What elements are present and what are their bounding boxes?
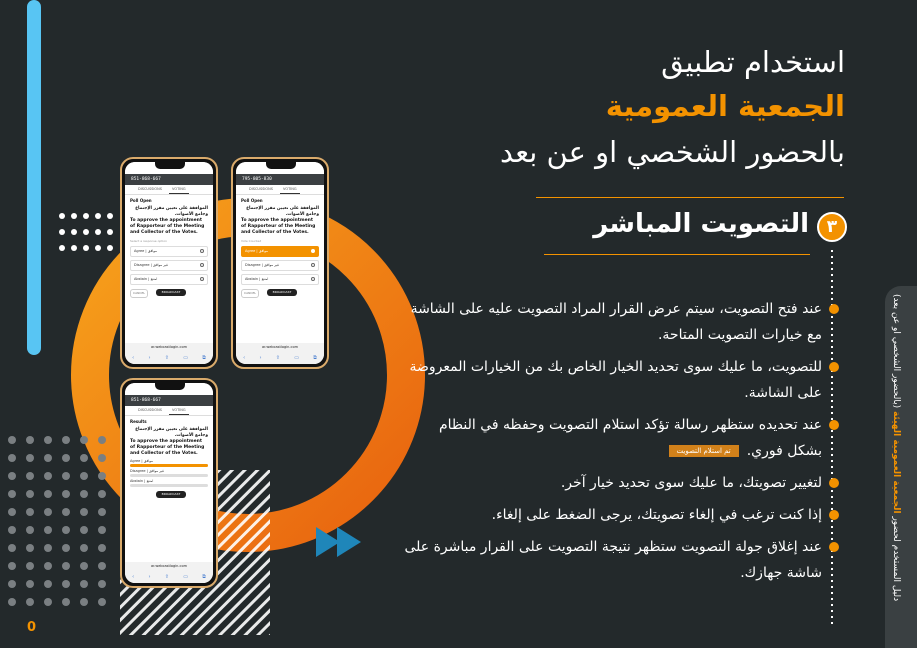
meeting-code-bar: 851-868-667 bbox=[125, 395, 213, 406]
browser-url[interactable]: ar.webcastlogin.com bbox=[236, 343, 324, 352]
tab-voting[interactable]: VOTING bbox=[280, 185, 300, 194]
side-tab-label: دليل المستخدم لحضور الجمعية العمومية الهيئة (بالحضور الشخصي او عن بعد) bbox=[891, 294, 901, 602]
result-row: Agree | موافق bbox=[130, 459, 208, 467]
browser-nav bbox=[125, 571, 213, 583]
bookmarks-icon[interactable]: ▭ bbox=[183, 355, 188, 361]
poll-question-ar: الموافقة على تعيين مقرر الإجتماع وجامع الأصوات. bbox=[135, 206, 208, 217]
forward-icon[interactable]: › bbox=[148, 355, 151, 361]
result-bar bbox=[130, 484, 208, 487]
bookmarks-icon[interactable]: ▭ bbox=[183, 574, 188, 580]
poll-hint: Vote Counted bbox=[241, 239, 262, 243]
phone-mockup-vote-selected bbox=[231, 157, 329, 369]
share-icon[interactable]: ⇪ bbox=[164, 355, 169, 361]
vote-option[interactable]: Abstain | امتنع bbox=[130, 274, 208, 285]
vote-option[interactable]: Agree | موافق bbox=[130, 246, 208, 257]
page-title-line-1: استخدام تطبيق bbox=[661, 45, 845, 79]
poll-question-ar: الموافقة على تعيين مقرر الإجتماع وجامع الأصوات. bbox=[135, 427, 208, 438]
radio-icon bbox=[311, 277, 315, 281]
poll-hint: Select a response option bbox=[130, 239, 168, 243]
browser-nav bbox=[236, 352, 324, 364]
forward-icon[interactable]: › bbox=[259, 355, 262, 361]
phone-notch bbox=[155, 162, 185, 169]
poll-status: Results bbox=[130, 419, 147, 424]
back-icon[interactable]: ‹ bbox=[132, 574, 135, 580]
broadcast-button[interactable]: BROADCAST bbox=[267, 289, 297, 296]
broadcast-button[interactable]: BROADCAST bbox=[156, 289, 186, 296]
vote-option[interactable]: Disagree | غير موافق bbox=[241, 260, 319, 271]
tabs-icon[interactable]: ⧉ bbox=[202, 355, 206, 361]
radio-icon bbox=[200, 249, 204, 253]
cancel-button[interactable]: CANCEL bbox=[130, 289, 148, 298]
page-number: 0 bbox=[27, 620, 37, 635]
phone-mockup-poll-open bbox=[120, 157, 218, 369]
radio-icon bbox=[200, 263, 204, 267]
phone-screen bbox=[125, 383, 213, 583]
result-row: Abstain | امتنع bbox=[130, 479, 208, 487]
instruction-item: عند تحديده ستظهر رسالة تؤكد استلام التصويت وحفظه في النظام بشكل فوري.تم استلام التصويت bbox=[400, 412, 822, 464]
app-tabs bbox=[125, 185, 213, 195]
phone-notch bbox=[266, 162, 296, 169]
browser-nav bbox=[125, 352, 213, 364]
cancel-button[interactable]: CANCEL bbox=[241, 289, 259, 298]
radio-checked-icon bbox=[311, 249, 315, 253]
share-icon[interactable]: ⇪ bbox=[275, 355, 280, 361]
bookmarks-icon[interactable]: ▭ bbox=[294, 355, 299, 361]
tabs-icon[interactable]: ⧉ bbox=[313, 355, 317, 361]
instruction-item: إذا كنت ترغب في إلغاء تصويتك، يرجى الضغط على إلغاء. bbox=[400, 502, 822, 528]
meeting-code-bar: 851-868-667 bbox=[125, 174, 213, 185]
poll-question-en: To approve the appointment of Rapporteur of the Meeting and Collector of the Votes. bbox=[241, 218, 316, 235]
poll-question-en: To approve the appointment of Rapporteur of the Meeting and Collector of the Votes. bbox=[130, 439, 205, 456]
phone-notch bbox=[155, 383, 185, 390]
radio-icon bbox=[200, 277, 204, 281]
blue-triangle bbox=[337, 527, 361, 557]
phone-mockup-results bbox=[120, 378, 218, 588]
radio-icon bbox=[311, 263, 315, 267]
browser-url[interactable]: ar.webcastlogin.com bbox=[125, 562, 213, 571]
tab-voting[interactable]: VOTING bbox=[169, 185, 189, 194]
instruction-item: عند إغلاق جولة التصويت ستظهر نتيجة التصويت على القرار مباشرة على شاشة جهازك. bbox=[400, 534, 822, 586]
page-title-line-2: الجمعية العمومية bbox=[605, 89, 845, 123]
dot-grid-bottom bbox=[8, 436, 106, 606]
dot-grid-top bbox=[59, 213, 113, 251]
tab-discussions[interactable]: DISCUSSIONS bbox=[138, 408, 163, 412]
phone-screen bbox=[236, 162, 324, 364]
page-title-line-3: بالحضور الشخصي او عن بعد bbox=[500, 135, 845, 169]
phone-screen bbox=[125, 162, 213, 364]
back-icon[interactable]: ‹ bbox=[132, 355, 135, 361]
share-icon[interactable]: ⇪ bbox=[164, 574, 169, 580]
bullet-dot bbox=[829, 362, 839, 372]
poll-question-ar: الموافقة على تعيين مقرر الإجتماع وجامع الأصوات. bbox=[246, 206, 319, 217]
forward-icon[interactable]: › bbox=[148, 574, 151, 580]
tab-discussions[interactable]: DISCUSSIONS bbox=[249, 187, 274, 191]
poll-question-en: To approve the appointment of Rapporteur of the Meeting and Collector of the Votes. bbox=[130, 218, 205, 235]
title-divider bbox=[536, 197, 844, 198]
section-number-badge: ٣ bbox=[817, 212, 847, 242]
poll-status: Poll Open bbox=[130, 198, 152, 203]
vote-option-selected[interactable]: Agree | موافق bbox=[241, 246, 319, 257]
result-row: Disagree | غير موافق bbox=[130, 469, 208, 477]
instruction-item: لتغيير تصويتك، ما عليك سوى تحديد خيار آخر. bbox=[400, 470, 822, 496]
side-tab bbox=[885, 286, 917, 648]
meeting-code-bar: 795-805-830 bbox=[236, 174, 324, 185]
instruction-item: للتصويت، ما عليك سوى تحديد الخيار الخاص بك من الخيارات المعروضة على الشاشة. bbox=[400, 354, 822, 406]
back-icon[interactable]: ‹ bbox=[243, 355, 246, 361]
tab-voting[interactable]: VOTING bbox=[169, 406, 189, 415]
browser-url[interactable]: ar.webcastlogin.com bbox=[125, 343, 213, 352]
bullet-dot bbox=[829, 304, 839, 314]
vote-option[interactable]: Abstain | امتنع bbox=[241, 274, 319, 285]
section-divider bbox=[544, 254, 810, 255]
bullet-dot bbox=[829, 478, 839, 488]
result-bar bbox=[130, 474, 208, 477]
section-title: التصويت المباشر bbox=[593, 209, 809, 239]
bullet-dot bbox=[829, 510, 839, 520]
tab-discussions[interactable]: DISCUSSIONS bbox=[138, 187, 163, 191]
result-bar bbox=[130, 464, 208, 467]
bullet-dot bbox=[829, 542, 839, 552]
result-fill bbox=[130, 464, 208, 467]
app-tabs bbox=[125, 406, 213, 416]
blue-accent-bar bbox=[27, 0, 41, 355]
vote-option[interactable]: Disagree | غير موافق bbox=[130, 260, 208, 271]
instruction-list bbox=[400, 296, 822, 592]
vote-received-badge: تم استلام التصويت bbox=[669, 445, 739, 457]
tabs-icon[interactable]: ⧉ bbox=[202, 574, 206, 580]
app-tabs bbox=[236, 185, 324, 195]
broadcast-button[interactable]: BROADCAST bbox=[156, 491, 186, 498]
instruction-item: عند فتح التصويت، سيتم عرض القرار المراد التصويت عليه على الشاشة مع خيارات التصويت المتاحة. bbox=[400, 296, 822, 348]
bullet-dot bbox=[829, 420, 839, 430]
poll-status: Poll Open bbox=[241, 198, 263, 203]
